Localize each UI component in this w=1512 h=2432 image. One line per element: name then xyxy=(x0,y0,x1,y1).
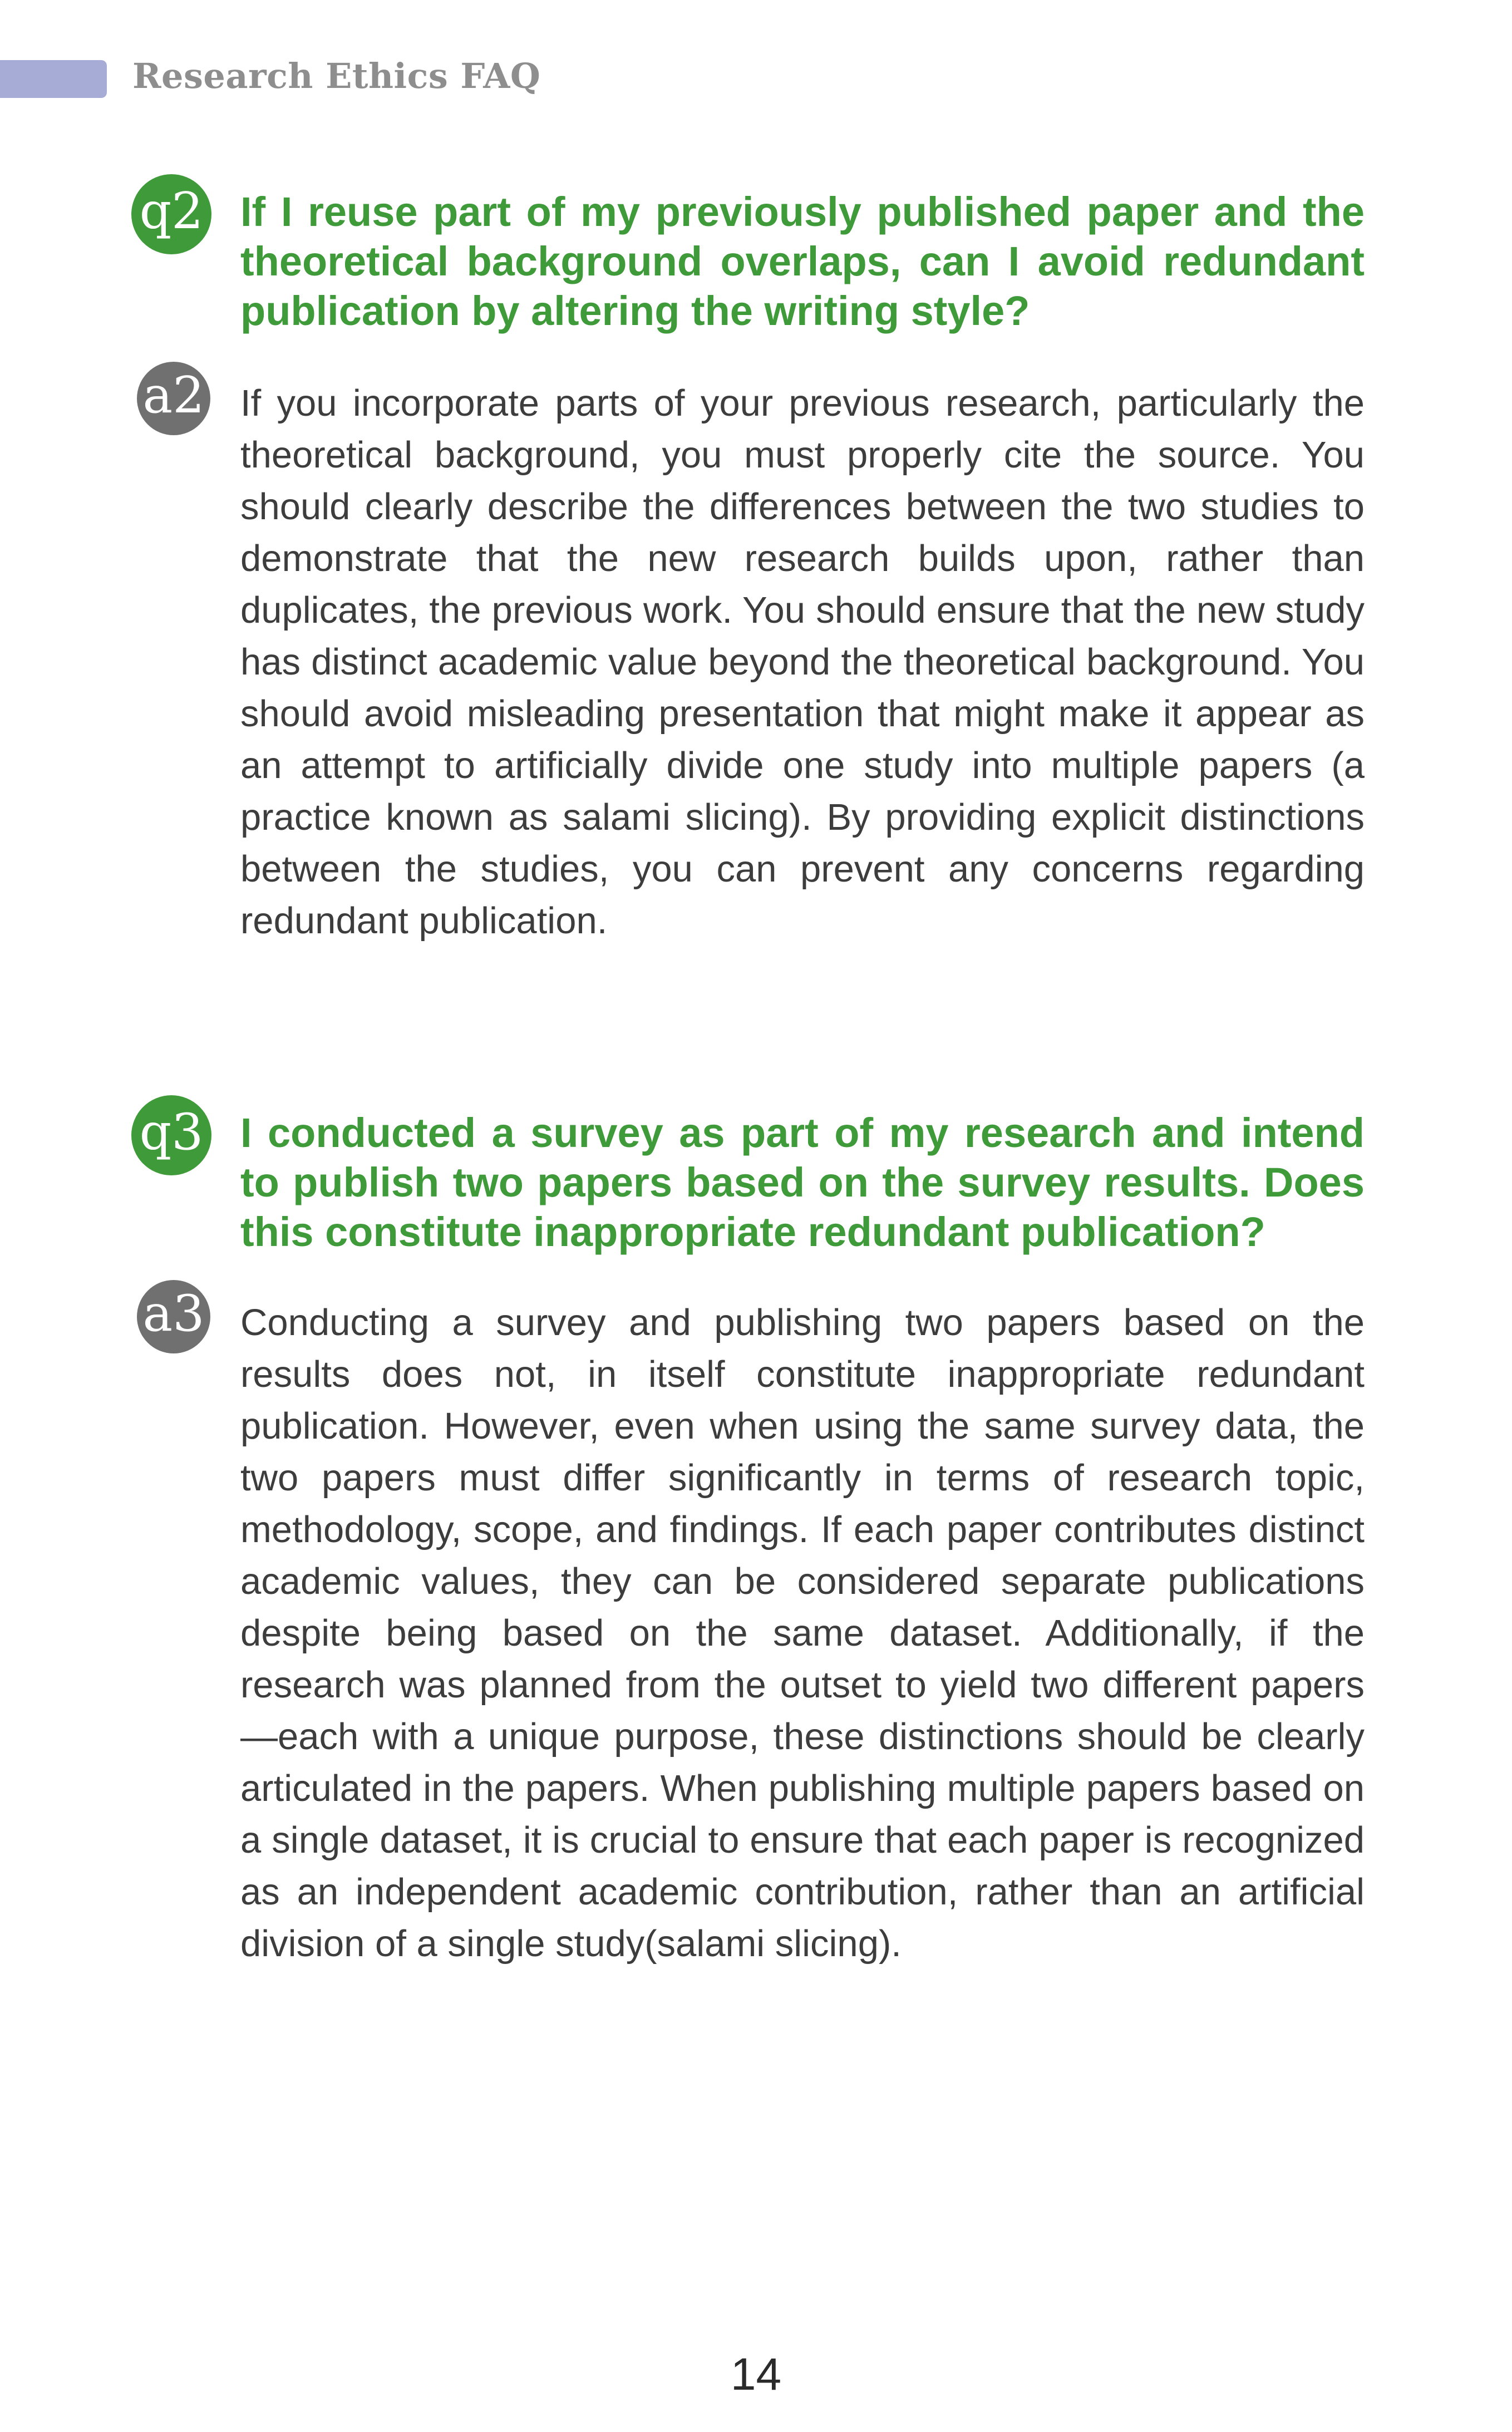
answer-badge-a3: a3 xyxy=(137,1280,210,1353)
question-text-q2: If I reuse part of my previously published paper and the theoretical background overlaps, can I avoid redundant publication by altering the writing style? xyxy=(240,189,1365,334)
answer-badge-a2: a2 xyxy=(137,362,210,435)
question-badge-q2: q2 xyxy=(131,174,211,254)
answer-text-a3: Conducting a survey and publishing two papers based on the results does not, in itself constitute inappropriate redundant publication. However, even when using the same survey data, the two papers must differ significantly in terms of research topic, methodology, scope, and findings. If each paper contributes distinct academic values, they can be considered separate publications despite being based on the same dataset. Additionally, if the research was planned from the outset to yield two different papers—each with a unique purpose, these distinctions should be clearly articulated in the papers. When publishing multiple papers based on a single dataset, it is crucial to ensure that each paper is recognized as an independent academic contribution, rather than an artificial division of a single study(salami slicing). xyxy=(240,1302,1365,1965)
answer-text-a2: If you incorporate parts of your previous research, particularly the theoretical background, you must properly cite the source. You should clearly describe the differences between the two studies to demonstrate that the new research builds upon, rather than duplicates, the previous work. You should ensure that the new study has distinct academic value beyond the theoretical background. You should avoid misleading presentation that might make it appear as an attempt to artificially divide one study into multiple papers (a practice known as salami slicing). By providing explicit distinctions between the studies, you can prevent any concerns regarding redundant publication. xyxy=(240,382,1365,942)
question-text-q3: I conducted a survey as part of my research and intend to publish two papers based on the survey results. Does this constitute inappropriate redundant publication? xyxy=(240,1110,1365,1255)
header-accent-bar xyxy=(0,60,107,98)
page-number: 14 xyxy=(730,2349,782,2400)
running-header-title: Research Ethics FAQ xyxy=(132,56,541,96)
question-badge-q3: q3 xyxy=(131,1095,211,1175)
